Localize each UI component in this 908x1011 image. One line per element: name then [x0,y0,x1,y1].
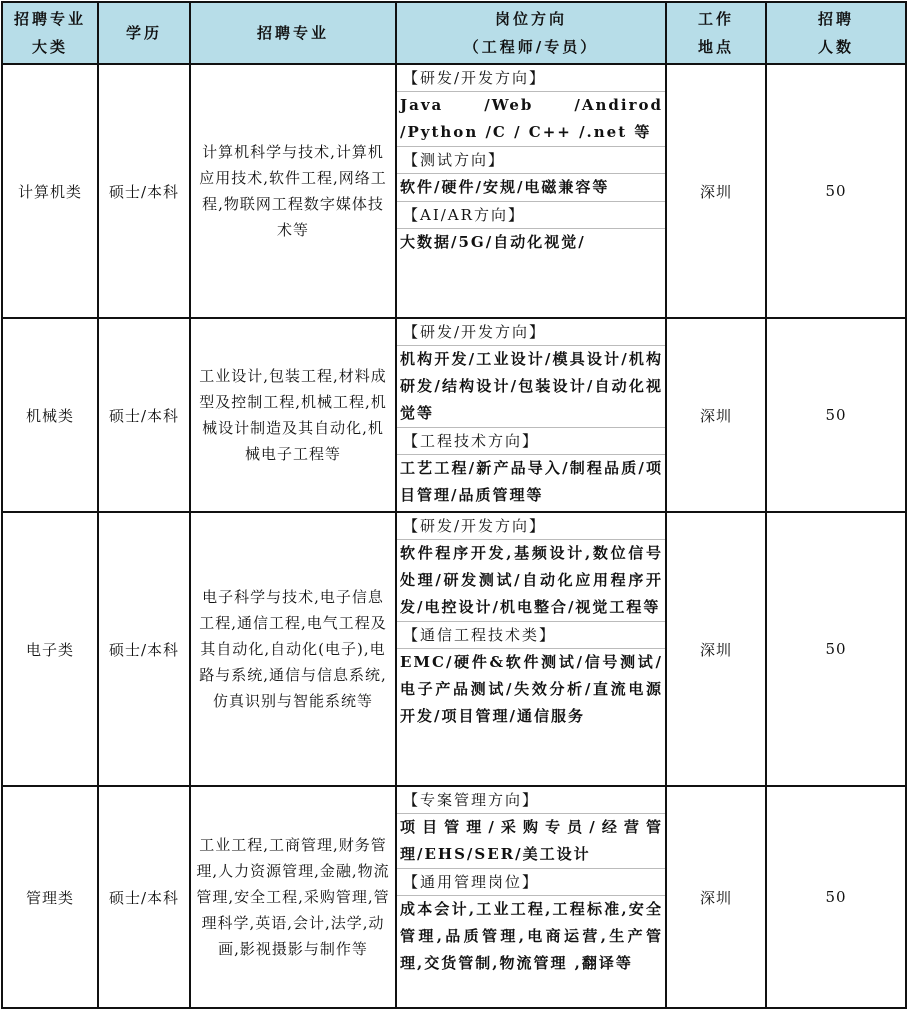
category-cell: 管理类 [2,786,98,1008]
count-cell: 50 [766,318,906,512]
position-cell [396,318,666,512]
header-row [2,2,906,64]
position-subheading: 【专案管理方向】 [397,787,665,814]
location-cell: 深圳 [666,318,766,512]
category-cell: 机械类 [2,318,98,512]
position-subheading: 【研发/开发方向】 [397,319,665,346]
count-cell: 50 [766,512,906,786]
location-cell: 深圳 [666,786,766,1008]
position-subheading: 【AI/AR方向】 [397,202,665,229]
major-cell: 工业设计,包装工程,材料成型及控制工程,机械工程,机械设计制造及其自动化,机械电子工程等 [190,318,396,512]
major-cell: 工业工程,工商管理,财务管理,人力资源管理,金融,物流管理,安全工程,采购管理,管理科学,英语,会计,法学,动画,影视摄影与制作等 [190,786,396,1008]
position-details: Java /Web /Andirod /Python /C / C++ /.net 等 [397,92,665,147]
table-row [2,64,906,318]
table-row [2,786,906,1008]
header-major: 招聘专业 [190,2,396,64]
header-education: 学历 [98,2,190,64]
category-cell: 计算机类 [2,64,98,318]
position-details: 项目管理/采购专员/经营管理/EHS/SER/美工设计 [397,814,665,869]
education-cell: 硕士/本科 [98,318,190,512]
position-details: 机构开发/工业设计/模具设计/机构研发/结构设计/包装设计/自动化视觉等 [397,346,665,428]
table-row [2,318,906,512]
education-cell: 硕士/本科 [98,64,190,318]
count-cell: 50 [766,786,906,1008]
position-subheading: 【工程技术方向】 [397,428,665,455]
position-subheading: 【研发/开发方向】 [397,513,665,540]
position-details: 软件程序开发,基频设计,数位信号处理/研发测试/自动化应用程序开发/电控设计/机电整合/视觉工程等 [397,540,665,622]
position-cell [396,64,666,318]
position-subheading: 【测试方向】 [397,147,665,174]
education-cell: 硕士/本科 [98,786,190,1008]
position-details: 成本会计,工业工程,工程标准,安全管理,品质管理,电商运营,生产管理,交货管制,物流管理 ,翻译等 [400,900,663,972]
position-subheading: 【通用管理岗位】 [397,869,665,896]
major-cell: 电子科学与技术,电子信息工程,通信工程,电气工程及其自动化,自动化(电子),电路与系统,通信与信息系统,仿真识别与智能系统等 [190,512,396,786]
header-count: 招聘 人数 [766,2,906,64]
header-category: 招聘专业 大类 [2,2,98,64]
position-details: 工艺工程/新产品导入/制程品质/项目管理/品质管理等 [400,459,663,504]
header-position: 岗位方向 （工程师/专员） [396,2,666,64]
major-cell: 计算机科学与技术,计算机应用技术,软件工程,网络工程,物联网工程数字媒体技术等 [190,64,396,318]
position-subheading: 【研发/开发方向】 [397,65,665,92]
header-location: 工作 地点 [666,2,766,64]
position-details: EMC/硬件&软件测试/信号测试/电子产品测试/失效分析/直流电源开发/项目管理/通信服务 [400,653,663,725]
position-subheading: 【通信工程技术类】 [397,622,665,649]
position-details: 软件/硬件/安规/电磁兼容等 [397,174,665,202]
count-cell: 50 [766,64,906,318]
category-cell: 电子类 [2,512,98,786]
location-cell: 深圳 [666,64,766,318]
recruitment-table [1,1,907,1009]
education-cell: 硕士/本科 [98,512,190,786]
position-details: 大数据/5G/自动化视觉/ [400,233,586,251]
position-cell [396,786,666,1008]
location-cell: 深圳 [666,512,766,786]
table-row [2,512,906,786]
position-cell [396,512,666,786]
